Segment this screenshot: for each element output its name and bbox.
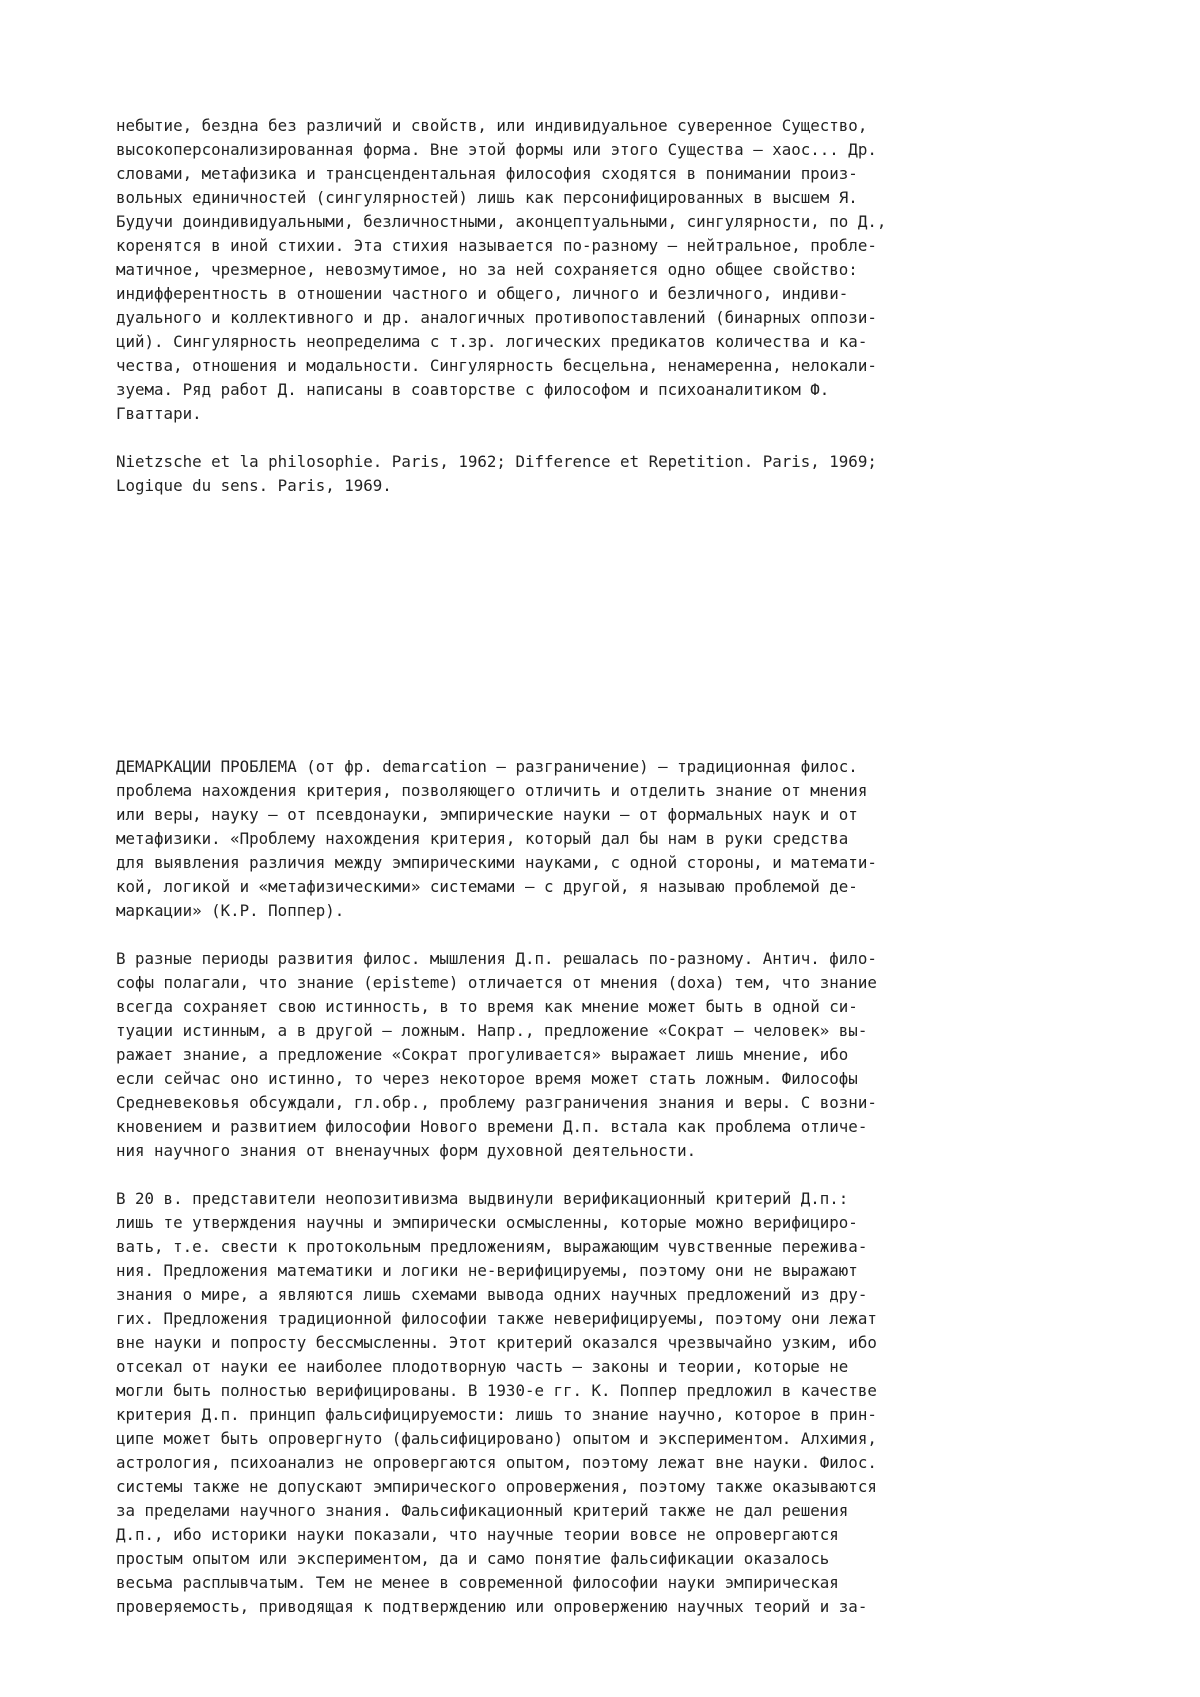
text-line: системы также не допускают эмпирического опровержения, поэтому также оказываются [116, 1477, 877, 1496]
text-line: коренятся в иной стихии. Эта стихия называется по-разному — нейтральное, пробле- [116, 236, 877, 255]
text-line: простым опытом или экспериментом, да и само понятие фальсификации оказалось [116, 1549, 830, 1568]
text-line: дуального и коллективного и др. аналогичных противопоставлений (бинарных оппози- [116, 308, 877, 327]
text-line: В разные периоды развития филос. мышления Д.п. решалась по-разному. Антич. фило- [116, 949, 877, 968]
entry-heading-line: ДЕМАРКАЦИИ ПРОБЛЕМА (от фр. demarcation — разграничение) — традиционная филос. [116, 757, 858, 776]
text-line: проверяемость, приводящая к подтверждению или опровержению научных теорий и за- [116, 1597, 868, 1616]
text-line: ций). Сингулярность неопределима с т.зр. логических предикатов количества и ка- [116, 332, 868, 351]
text-line: туации истинным, а в другой — ложным. Напр., предложение «Сократ — человек» вы- [116, 1021, 868, 1040]
text-line: знания о мире, а являются лишь схемами вывода одних научных предложений из дру- [116, 1285, 868, 1304]
text-line: ципе может быть опровергнуто (фальсифицировано) опытом и экспериментом. Алхимия, [116, 1429, 877, 1448]
entry-paragraph-modern [116, 1187, 1116, 1619]
text-line: астрология, психоанализ не опровергаются опытом, поэтому лежат вне науки. Филос. [116, 1453, 877, 1472]
text-line: индифферентность в отношении частного и общего, личного и безличного, индиви- [116, 284, 849, 303]
text-line: Гваттари. [116, 404, 202, 423]
text-line: кновением и развитием философии Нового времени Д.п. встала как проблема отличе- [116, 1117, 868, 1136]
entry-continuation [116, 114, 1116, 498]
entry-paragraph-definition [116, 755, 1116, 923]
text-line: метафизики. «Проблему нахождения критерия, который дал бы нам в руки средства [116, 829, 849, 848]
entry-demarcation [116, 755, 1116, 1619]
text-line: Средневековья обсуждали, гл.обр., проблему разграничения знания и веры. С возни- [116, 1093, 877, 1112]
text-line: матичное, чрезмерное, невозмутимое, но за ней сохраняется одно общее свойство: [116, 260, 858, 279]
bibliography-line: Nietzsche et la philosophie. Paris, 1962; Difference et Repetition. Paris, 1969; [116, 452, 877, 471]
text-line: В 20 в. представители неопозитивизма выдвинули верификационный критерий Д.п.: [116, 1189, 849, 1208]
text-line: словами, метафизика и трансцендентальная философия сходятся в понимании произ- [116, 164, 858, 183]
text-line: критерия Д.п. принцип фальсифицируемости: лишь то знание научно, которое в прин- [116, 1405, 877, 1424]
bibliography-line: Logique du sens. Paris, 1969. [116, 476, 392, 495]
text-line: ния. Предложения математики и логики не-верифицируемы, поэтому они не выражают [116, 1261, 858, 1280]
text-line: могли быть полностью верифицированы. В 1930-е гг. К. Поппер предложил в качестве [116, 1381, 877, 1400]
text-line: Д.п., ибо историки науки показали, что научные теории вовсе не опровергаются [116, 1525, 839, 1544]
text-line: всегда сохраняет свою истинность, в то время как мнение может быть в одной си- [116, 997, 858, 1016]
text-line: небытие, бездна без различий и свойств, или индивидуальное суверенное Существо, [116, 116, 868, 135]
text-line: зуема. Ряд работ Д. написаны в соавторстве с философом и психоаналитиком Ф. [116, 380, 830, 399]
paragraph-gap [116, 1163, 1116, 1187]
paragraph-gap [116, 426, 1116, 450]
text-line: гих. Предложения традиционной философии также неверифицируемы, поэтому они лежат [116, 1309, 877, 1328]
bibliography [116, 450, 1116, 498]
text-line: вать, т.е. свести к протокольным предложениям, выражающим чувственные пережива- [116, 1237, 868, 1256]
text-line: проблема нахождения критерия, позволяющего отличить и отделить знание от мнения [116, 781, 868, 800]
text-line: весьма расплывчатым. Тем не менее в современной философии науки эмпирическая [116, 1573, 839, 1592]
entry-paragraph [116, 114, 1116, 426]
text-line: отсекал от науки ее наиболее плодотворную часть — законы и теории, которые не [116, 1357, 849, 1376]
text-line: высокоперсонализированная форма. Вне этой формы или этого Существа — хаос... Др. [116, 140, 877, 159]
text-line: за пределами научного знания. Фальсификационный критерий также не дал решения [116, 1501, 849, 1520]
text-line: лишь те утверждения научны и эмпирически осмысленны, которые можно верифициро- [116, 1213, 858, 1232]
text-line: софы полагали, что знание (episteme) отличается от мнения (doxa) тем, что знание [116, 973, 877, 992]
text-line: вольных единичностей (сингулярностей) лишь как персонифицированных в высшем Я. [116, 188, 858, 207]
text-line: ражает знание, а предложение «Сократ прогуливается» выражает лишь мнение, ибо [116, 1045, 849, 1064]
text-line: Будучи доиндивидуальными, безличностными, аконцептуальными, сингулярности, по Д., [116, 212, 887, 231]
text-line: если сейчас оно истинно, то через некоторое время может стать ложным. Философы [116, 1069, 858, 1088]
text-line: чества, отношения и модальности. Сингулярность бесцельна, ненамеренна, нелокали- [116, 356, 877, 375]
text-line: вне науки и попросту бессмысленны. Этот критерий оказался чрезвычайно узким, ибо [116, 1333, 877, 1352]
entry-paragraph-history [116, 947, 1116, 1163]
text-line: кой, логикой и «метафизическими» системами — с другой, я называю проблемой де- [116, 877, 858, 896]
text-line: для выявления различия между эмпирическими науками, с одной стороны, и математи- [116, 853, 877, 872]
paragraph-gap [116, 923, 1116, 947]
text-line: маркации» (К.Р. Поппер). [116, 901, 345, 920]
text-line: или веры, науку — от псевдонауки, эмпирические науки — от формальных наук и от [116, 805, 858, 824]
text-line: ния научного знания от вненаучных форм духовной деятельности. [116, 1141, 697, 1160]
